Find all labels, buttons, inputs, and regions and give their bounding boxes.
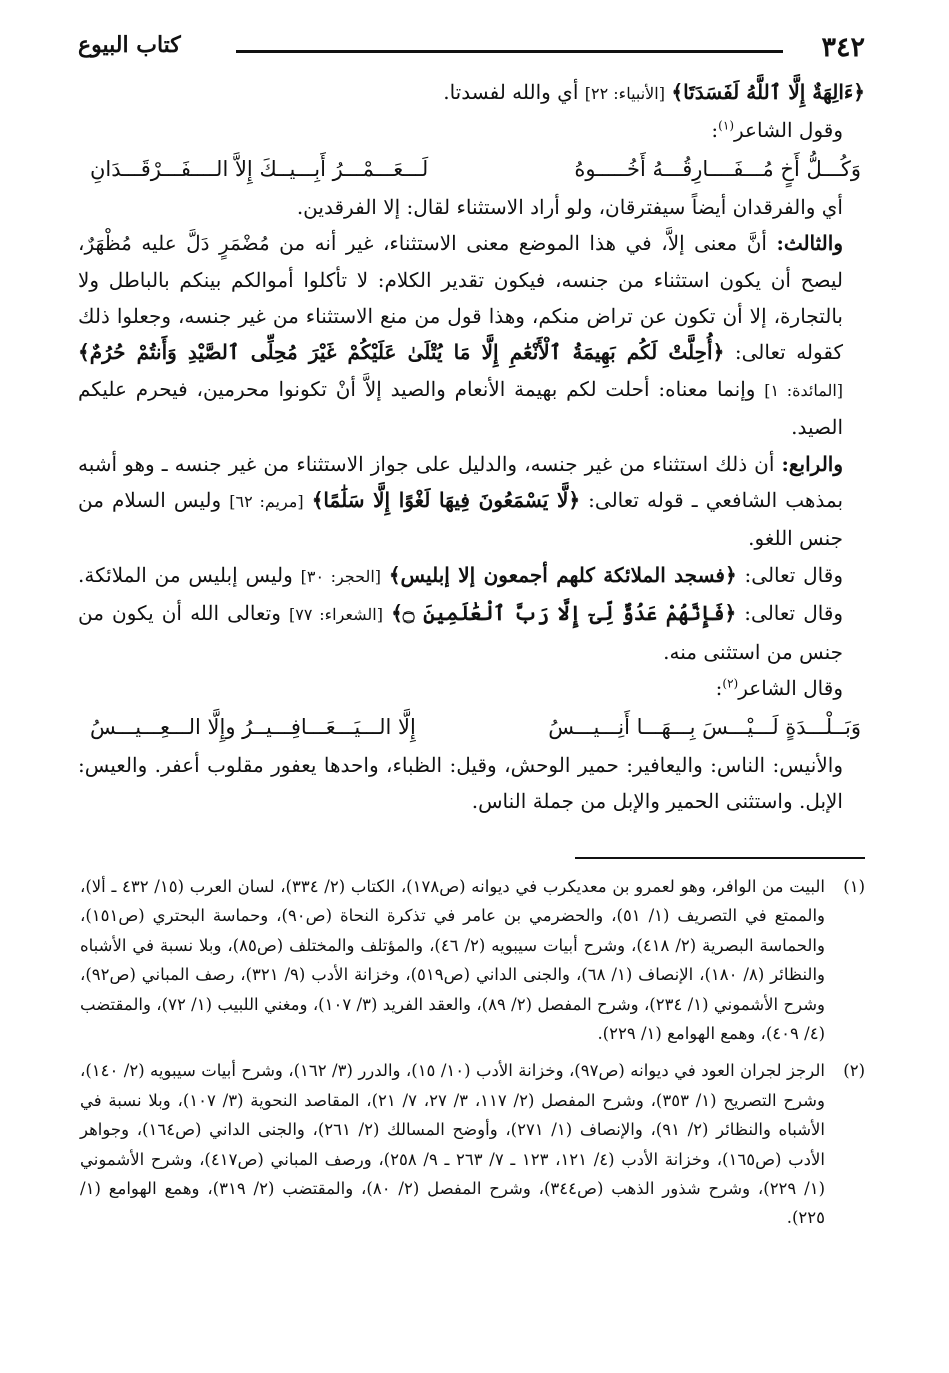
quran-quote: ﴿فَإِنَّهُمْ عَدُوٌّ لِّىٓ إِلَّا رَبَّ ٱلْعَٰلَمِينَ ۝﴾ <box>391 601 737 626</box>
text: وليس إبليس من الملائكة. وقال تعالى: <box>78 562 844 626</box>
main-text <box>78 74 865 819</box>
paragraph-third <box>78 225 865 445</box>
text: أن ذلك استثناء من غير جنسه، والدليل على جواز الاستثناء من غير جنسه ـ وهو أشبه بمذهب الشافعي ـ قوله تعالى: <box>78 451 844 513</box>
quran-reference: [المائدة: ١] <box>764 380 844 400</box>
text: وقال تعالى: <box>744 562 843 587</box>
text: وليس السلام من جنس اللغو. <box>78 488 843 551</box>
poet-intro-text: وقال الشاعر <box>738 676 843 701</box>
verse-hemistich-left: لَـــعَـــمْـــرُ أَبِـــيــكَ إِلاَّ الــــفَـــرْقَـــدَانِ <box>90 156 429 181</box>
footnote-text: الرجز لجران العود في ديوانه (ص٩٧)، وخزانة الأدب (١٠/ ١٥)، والدرر (٣/ ١٦٢)، وشرح أبيات سيبويه (٢/ ١٤٠)، وشرح التصريح (١/ ٣٥٣)، وشرح المفصل (٢/ ١١٧، ٣/ ٢٧، ٧/ ٢١)، المقاصد النحوية (٣/ ١٠٧)، وبلا نسبة في الأشباه والنظائر (٢/ ٩١)، والإنصاف (١/ ٢٧١)، وأوضح المسالك (٢/ ٢٦١)، والجنى الداني (ص١٦٤)، وجواهر الأدب (ص١٦٥)، وخزانة الأدب (٤/ ١٢١، ١٢٣ ـ ٧/ ٢٦٣ ـ ٩/ ٢٥٨)، ورصف المباني (ص٤١٧)، وشرح الأشموني (١/ ٢٢٩)، وشرح شذور الذهب (ص٣٤٤)، وشرح المفصل (٢/ ٨٠)، والمقتضب (٢/ ٣١٩)، وهمع الهوامع (١/ ٢٢٥). <box>80 1061 826 1228</box>
text: أي والله لفسدتا. <box>443 80 579 104</box>
verse-hemistich-left: إِلَّا الـــيَـــعَـــافِـــيــرُ وإِلَّا الـــعِـــيـــسُ <box>90 714 416 739</box>
header-rule <box>236 50 783 53</box>
footnote-2 <box>80 1056 865 1232</box>
footnote-number: (٢) <box>843 1061 865 1081</box>
quran-quote: ﴿ءَالِهَةٌ إِلَّا ٱللَّهُ لَفَسَدَتَا﴾ <box>671 80 865 104</box>
footnote-number: (١) <box>843 877 865 896</box>
footnote-text: البيت من الوافر، وهو لعمرو بن معديكرب في ديوانه (ص١٧٨)، الكتاب (٢/ ٣٣٤)، لسان العرب (١٥/ ٤٣٢ ـ ألا)، والممتع في التصريف (١/ ٥١)، والحضرمي بن عامر في تذكرة النحاة (ص٩٠)، وحماسة البحتري (ص١٥١)، والحماسة البصرية (٢/ ٤١٨)، وشرح أبيات سيبويه (٢/ ٤٦)، والمؤتلف والمختلف (ص٨٥)، وبلا نسبة في الأشباه والنظائر (٨/ ١٨٠)، الإنصاف (١/ ٦٨)، والجنى الداني (ص٥١٩)، وخزانة الأدب (٩/ ٣٢١)، رصف المباني (ص٩٢)، وشرح الأشموني (١/ ٢٣٤)، وشرح المفصل (٢/ ٨٩)، والعقد الفريد (٣/ ١٠٧)، ومغني اللبيب (١/ ٧٢)، والمقتضب (٤/ ٤٠٩)، وهمع الهوامع (١/ ٢٢٩). <box>80 877 826 1044</box>
quran-quote: ﴿لَّا يَسْمَعُونَ فِيهَا لَغْوًا إِلَّا سَلَٰمًا﴾ <box>311 488 581 513</box>
book-title: كتاب البيوع <box>78 32 181 58</box>
verse-2 <box>78 707 865 747</box>
footnote-separator <box>575 857 865 859</box>
quran-reference: [الحجر: ٣٠] <box>300 566 382 586</box>
quran-quote: ﴿أُحِلَّتْ لَكُم بَهِيمَةُ ٱلْأَنْعَٰمِ إِلَّا مَا يُتْلَىٰ عَلَيْكُمْ غَيْرَ مُحِلِّى ٱلصَّيْدِ وَأَنتُمْ حُرُمٌ﴾ <box>78 340 725 365</box>
quran-reference: [الأنبياء: ٢٢] <box>584 84 665 103</box>
quran-reference: [الشعراء: ٧٧] <box>288 605 383 625</box>
explanation-2: والأنيس: الناس: واليعافير: حمير الوحش، وقيل: الظباء، واحدها يعفور مقلوب أعفر. والعيس: الإبل. واستثنى الحمير والإبل من جملة الناس. <box>78 752 843 813</box>
paragraph-line1 <box>78 74 865 112</box>
poet-intro-2: وقال الشاعر$^{(٢)}$: <box>715 676 843 701</box>
footnotes <box>80 872 865 1233</box>
verse-hemistich-right: وَبَــلْـــدَةٍ لَـــيْـــسَ بِـــهَـــا أَنِـــيـــسُ <box>548 714 861 739</box>
text: وإنما معناه: أحلت لكم بهيمة الأنعام والصيد إلاَّ أنْ تكونوا محرمين، فيحرم عليكم الصيد. <box>78 376 843 440</box>
footnote-marker: (١) <box>718 118 734 133</box>
poet-intro-text: وقول الشاعر <box>734 118 843 143</box>
poet-intro: وقول الشاعر$^{(١)}$: <box>711 118 843 143</box>
section-label: والرابع: <box>781 451 844 476</box>
verse-hemistich-right: وَكُـــلُّ أَخٍ مُـــفَــــارِقُـــهُ أَخُـــــوهُ <box>574 156 861 181</box>
quran-quote: ﴿فسجد الملائكة كلهم أجمعون إلا إبليس﴾ <box>388 562 737 587</box>
text: وتعالى الله أن يكون من جنس من استثنى منه. <box>78 601 843 664</box>
quran-reference: [مريم: ٦٢] <box>229 492 304 512</box>
footnote-1 <box>80 872 865 1048</box>
paragraph-said <box>78 557 865 670</box>
footnote-marker: (٢) <box>722 676 739 691</box>
verse-1 <box>78 149 865 189</box>
page-number: ٣٤٢ <box>821 32 865 63</box>
paragraph-fourth <box>78 446 865 557</box>
running-header <box>78 30 865 70</box>
text: أنَّ معنى إلاَّ، في هذا الموضع معنى الاستثناء، غير أنه من مُضْمَرٍ دَلَّ عليه مُظْهَرٌ، ليصح أن يكون استثناء من جنسه، فيكون تقدير الكلام: لا تأكلوا أموالكم بينكم بالباطل ولا بالتجارة، إلا أن تكون عن تراض منكم، وهذا قول من منع الاستثناء من غير جنسه، وجعلوا ذلك كقوله تعالى: <box>78 231 843 365</box>
page <box>78 30 865 819</box>
section-label: والثالث: <box>776 231 843 256</box>
explanation-1: أي والفرقدان أيضاً سيفترقان، ولو أراد الاستثناء لقال: إلا الفرقدين. <box>296 194 843 219</box>
